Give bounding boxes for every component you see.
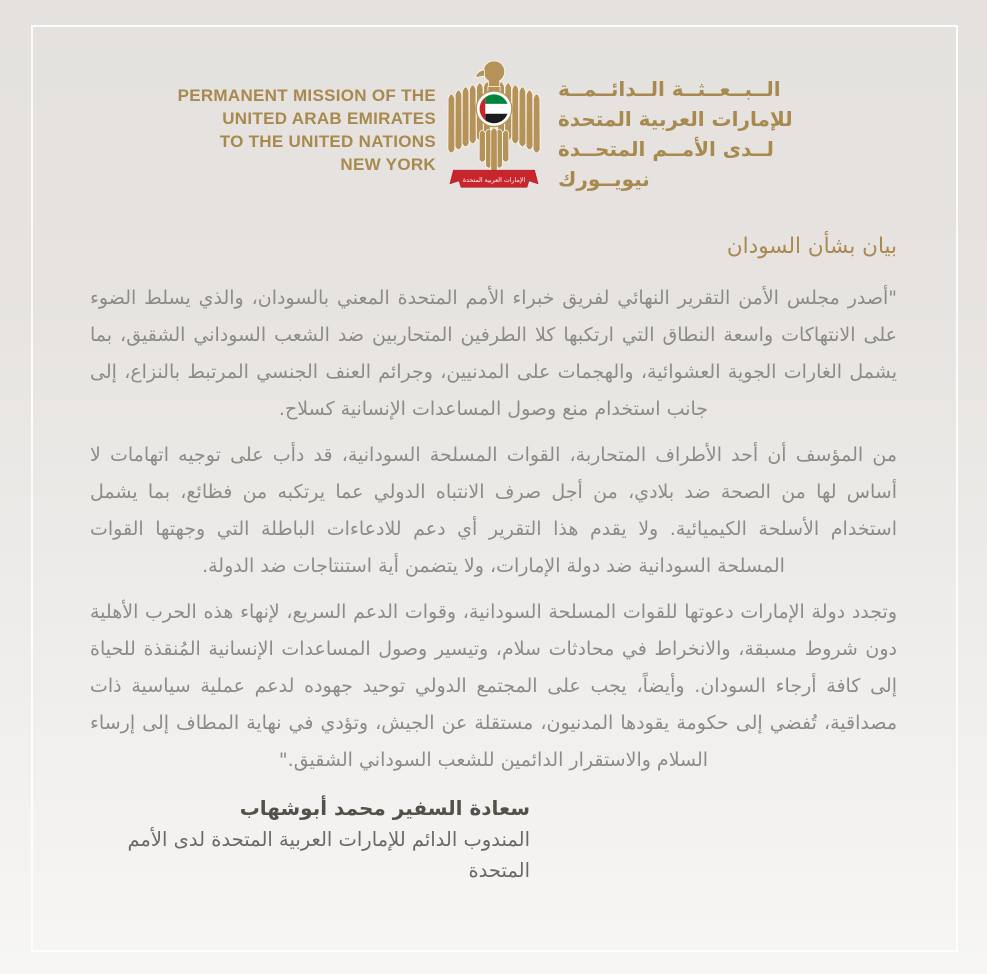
signature-role: المندوب الدائم للإمارات العربية المتحدة لدى الأمم المتحدة bbox=[127, 828, 530, 882]
flag-white-band bbox=[485, 104, 508, 114]
mission-ar-line: نيويــورك bbox=[558, 167, 650, 191]
emblem-banner bbox=[450, 170, 538, 187]
mission-name-english bbox=[66, 84, 436, 176]
emblem-banner-text: الإمارات العربية المتحدة bbox=[462, 176, 526, 184]
mission-ar-line: لــدى الأمــم المتحــدة bbox=[558, 137, 774, 161]
mission-en-line: PERMANENT MISSION OF THE bbox=[177, 86, 436, 105]
statement-body bbox=[90, 280, 897, 788]
signature-name: سعادة السفير محمد أبوشهاب bbox=[239, 796, 530, 820]
mission-en-line: UNITED ARAB EMIRATES bbox=[222, 109, 436, 128]
mission-en-line: TO THE UNITED NATIONS bbox=[219, 132, 436, 151]
uae-emblem-graphic bbox=[442, 56, 546, 192]
statement-title: بيان بشأن السودان bbox=[726, 234, 897, 259]
mission-en-line: NEW YORK bbox=[340, 155, 436, 174]
statement-paragraph: وتجدد دولة الإمارات دعوتها للقوات المسلحة السودانية، وقوات الدعم السريع، لإنهاء هذه الحرب الأهلية دون شروط مسبقة، والانخراط في محادثات سلام، وتيسير وصول المساعدات الإنسانية المُنقذة للحياة إلى كافة أرجاء السودان. وأيضاً، يجب على المجتمع الدولي توحيد جهوده لدعم عملية سياسية ذات مصداقية، تُفضي إلى حكومة يقودها المدنيون، مستقلة عن الجيش، وتؤدي في نهاية المطاف إلى إرساء السلام والاستقرار الدائمين للشعب السوداني الشقيق." bbox=[90, 601, 897, 771]
flag-roundel bbox=[476, 91, 512, 127]
falcon-tail bbox=[479, 128, 509, 172]
signature-block bbox=[60, 792, 530, 886]
mission-name-arabic bbox=[558, 74, 798, 194]
statement-paragraph: من المؤسف أن أحد الأطراف المتحاربة، القوات المسلحة السودانية، قد دأب على توجيه اتهامات لا أساس لها من الصحة ضد بلادي، من أجل صرف الانتباه الدولي عما يرتكبه من فظائع، بما يشمل استخدام الأسلحة الكيميائية. ولا يقدم هذا التقرير أي دعم للادعاءات الباطلة التي وجهتها القوات المسلحة السودانية ضد دولة الإمارات، ولا يتضمن أية استنتاجات ضد الدولة. bbox=[90, 444, 897, 577]
mission-ar-line: الــبــعــثــة الــدائــمــة bbox=[558, 77, 781, 101]
mission-ar-line: للإمارات العربية المتحدة bbox=[558, 107, 793, 131]
statement-paragraph: "أصدر مجلس الأمن التقرير النهائي لفريق خبراء الأمم المتحدة المعني بالسودان، والذي يسلط الضوء على الانتهاكات واسعة النطاق التي ارتكبها كلا الطرفين المتحاربين ضد الشعب السوداني الشقيق، بما يشمل الغارات الجوية العشوائية، والهجمات على المدنيين، وجرائم العنف الجنسي المرتبط بالنزاع، إلى جانب استخدام منع وصول المساعدات الإنسانية كسلاح. bbox=[90, 287, 897, 420]
uae-falcon-emblem bbox=[442, 56, 546, 192]
